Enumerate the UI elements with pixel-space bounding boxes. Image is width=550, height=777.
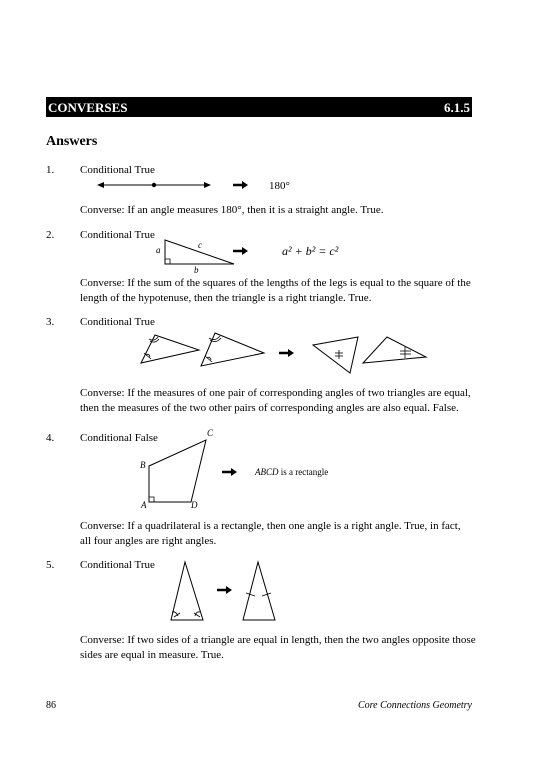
item-3-converse-line-1: Converse: If the measures of one pair of corresponding angles of two triangles are equal,	[80, 387, 471, 399]
item-1-conditional: Conditional True	[80, 164, 155, 176]
triangle-4	[363, 337, 426, 363]
item-5-converse-line-1: Converse: If two sides of a triangle are equal in length, then the two angles opposite those	[80, 634, 476, 646]
vertex-d-label: D	[191, 500, 198, 510]
implies-arrow-icon	[233, 180, 249, 190]
vertex-b-label: B	[140, 460, 146, 470]
triangles-figure	[135, 333, 435, 378]
item-5-conditional: Conditional True	[80, 559, 155, 571]
section-header-bar	[46, 97, 472, 117]
item-4-result	[255, 467, 328, 477]
page-number: 86	[46, 700, 56, 711]
item-5-number: 5.	[46, 559, 55, 571]
triangle-3	[313, 337, 358, 373]
item-2-conditional: Conditional True	[80, 229, 155, 241]
vertex-a-label: A	[141, 500, 147, 510]
isosceles-triangles-figure	[165, 560, 295, 625]
quadrilateral-figure	[145, 438, 215, 508]
item-4-result-name: ABCD	[255, 467, 279, 477]
item-1-number: 1.	[46, 164, 55, 176]
item-1-result: 180°	[269, 180, 290, 192]
answers-heading: Answers	[46, 134, 98, 149]
vertex-c-label: C	[207, 428, 214, 438]
item-5-converse-line-2: sides are equal in measure. True.	[80, 649, 224, 661]
item-4-conditional: Conditional False	[80, 432, 158, 444]
section-title: CONVERSES	[48, 100, 128, 115]
isosceles-triangle-2	[243, 562, 275, 620]
book-title: Core Connections Geometry	[357, 700, 472, 711]
item-2-number: 2.	[46, 229, 55, 241]
pythagorean-equation: a² + b² = c²	[282, 244, 339, 258]
item-3-conditional: Conditional True	[80, 316, 155, 328]
item-2-converse-line-1: Converse: If the sum of the squares of the lengths of the legs is equal to the square of the	[80, 277, 471, 289]
implies-arrow-icon	[233, 246, 249, 256]
isosceles-triangle-1	[171, 562, 203, 620]
item-3-number: 3.	[46, 316, 55, 328]
item-3-converse-line-2: then the measures of the two other pairs of corresponding angles are also equal. False.	[80, 402, 459, 414]
implies-arrow-icon	[222, 467, 238, 477]
item-1-converse: Converse: If an angle measures 180°, then it is a straight angle. True.	[80, 204, 384, 216]
item-2-converse-line-2: length of the hypotenuse, then the triangle is a right triangle. True.	[80, 292, 372, 304]
section-number: 6.1.5	[444, 100, 470, 115]
item-4-result-rest: is a rectangle	[278, 467, 329, 477]
hypotenuse-c-label: c	[198, 240, 202, 250]
item-4-number: 4.	[46, 432, 55, 444]
item-4-converse-line-1: Converse: If a quadrilateral is a rectangle, then one angle is a right angle. True, in fact,	[80, 520, 461, 532]
item-4-converse-line-2: all four angles are right angles.	[80, 535, 217, 547]
leg-a-label: a	[156, 245, 161, 255]
straight-angle-figure	[95, 177, 215, 193]
leg-b-label: b	[194, 265, 199, 275]
